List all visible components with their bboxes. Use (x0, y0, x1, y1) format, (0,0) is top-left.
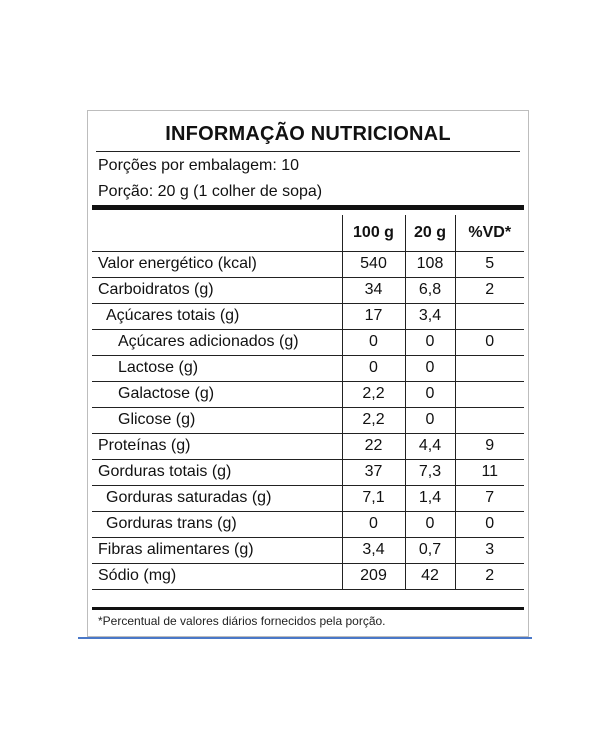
value-vd (455, 355, 524, 381)
value-vd: 3 (455, 537, 524, 563)
value-vd: 2 (455, 563, 524, 589)
divider (96, 151, 520, 152)
value-20g: 0 (405, 329, 455, 355)
header-20g: 20 g (405, 215, 455, 251)
value-vd: 9 (455, 433, 524, 459)
table-row (92, 563, 524, 589)
nutrient-label: Proteínas (g) (92, 433, 342, 459)
table-row (92, 537, 524, 563)
value-20g: 3,4 (405, 303, 455, 329)
value-vd (455, 407, 524, 433)
value-100g: 37 (342, 459, 405, 485)
nutrient-label: Lactose (g) (92, 355, 342, 381)
nutrition-table (92, 215, 524, 590)
value-vd: 2 (455, 277, 524, 303)
table-row (92, 303, 524, 329)
thick-divider (92, 205, 524, 210)
table-row (92, 355, 524, 381)
nutrient-label: Valor energético (kcal) (92, 251, 342, 277)
value-100g: 22 (342, 433, 405, 459)
value-vd (455, 381, 524, 407)
table-row (92, 511, 524, 537)
value-100g: 3,4 (342, 537, 405, 563)
table-row (92, 407, 524, 433)
value-vd: 11 (455, 459, 524, 485)
accent-line (78, 637, 532, 639)
value-20g: 0,7 (405, 537, 455, 563)
header-label-cell (92, 215, 342, 251)
header-vd: %VD* (455, 215, 524, 251)
table-row (92, 329, 524, 355)
nutrient-label: Açúcares totais (g) (92, 303, 342, 329)
value-vd: 5 (455, 251, 524, 277)
value-100g: 209 (342, 563, 405, 589)
value-100g: 2,2 (342, 407, 405, 433)
value-20g: 4,4 (405, 433, 455, 459)
nutrient-label: Açúcares adicionados (g) (92, 329, 342, 355)
table-row (92, 381, 524, 407)
nutrient-label: Gorduras saturadas (g) (92, 485, 342, 511)
nutrient-label: Gorduras totais (g) (92, 459, 342, 485)
value-100g: 2,2 (342, 381, 405, 407)
value-20g: 7,3 (405, 459, 455, 485)
value-vd: 0 (455, 511, 524, 537)
value-100g: 0 (342, 355, 405, 381)
table-row (92, 251, 524, 277)
nutrient-label: Fibras alimentares (g) (92, 537, 342, 563)
table-row (92, 459, 524, 485)
value-100g: 0 (342, 329, 405, 355)
panel-title: INFORMAÇÃO NUTRICIONAL (165, 123, 451, 145)
value-20g: 108 (405, 251, 455, 277)
header-100g: 100 g (342, 215, 405, 251)
serving-size: Porção: 20 g (1 colher de sopa) (98, 183, 323, 200)
value-20g: 0 (405, 355, 455, 381)
footnote: *Percentual de valores diários fornecidos pela porção. (98, 614, 386, 628)
table-row (92, 485, 524, 511)
value-100g: 17 (342, 303, 405, 329)
value-20g: 0 (405, 407, 455, 433)
value-100g: 540 (342, 251, 405, 277)
value-20g: 0 (405, 381, 455, 407)
nutrient-label: Galactose (g) (92, 381, 342, 407)
value-20g: 42 (405, 563, 455, 589)
value-20g: 1,4 (405, 485, 455, 511)
nutrient-label: Glicose (g) (92, 407, 342, 433)
table-row (92, 277, 524, 303)
value-20g: 0 (405, 511, 455, 537)
servings-per-package: Porções por embalagem: 10 (98, 157, 299, 174)
value-20g: 6,8 (405, 277, 455, 303)
value-100g: 7,1 (342, 485, 405, 511)
value-100g: 34 (342, 277, 405, 303)
table-row (92, 433, 524, 459)
thick-divider-bottom (92, 607, 524, 610)
value-vd: 7 (455, 485, 524, 511)
value-vd (455, 303, 524, 329)
nutrient-label: Sódio (mg) (92, 563, 342, 589)
nutrition-facts-panel (87, 110, 529, 637)
table-header-row (92, 215, 524, 251)
nutrient-label: Gorduras trans (g) (92, 511, 342, 537)
value-vd: 0 (455, 329, 524, 355)
nutrient-label: Carboidratos (g) (92, 277, 342, 303)
value-100g: 0 (342, 511, 405, 537)
